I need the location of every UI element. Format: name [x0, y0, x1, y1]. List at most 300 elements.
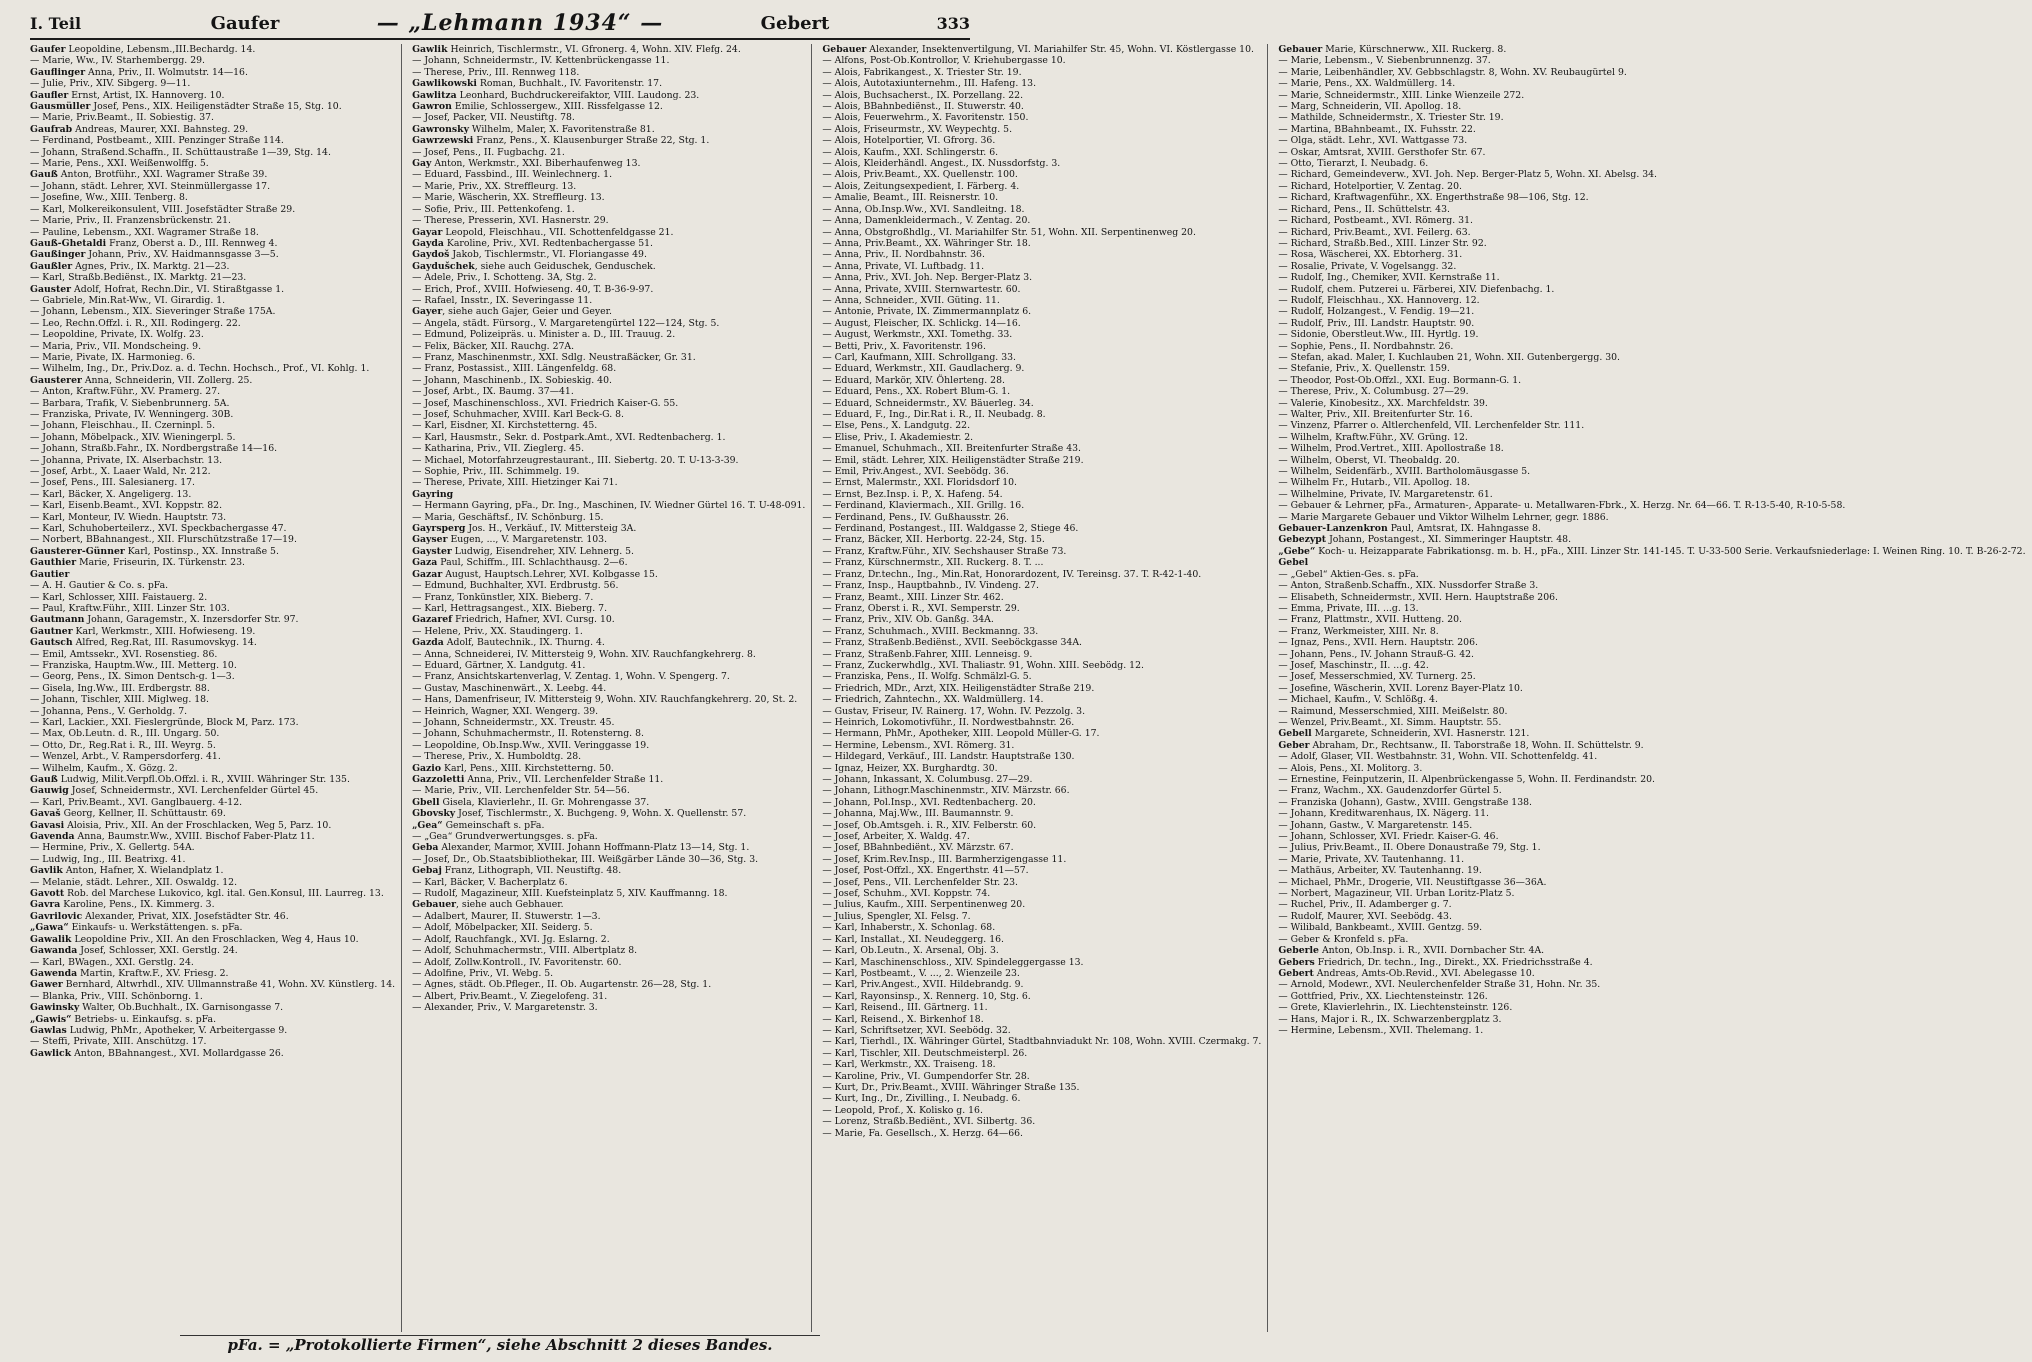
directory-entry: — Wilhelm, Oberst, VI. Theobaldg. 20. [1278, 454, 1460, 466]
directory-entry: — Karl, Tischler, XII. Deutschmeisterpl. 26. [822, 1047, 1028, 1059]
directory-entry: — Franziska (Johann), Gastw., XVIII. Gengstraße 138. [1278, 796, 1532, 808]
entry-surname: Gaußinger [30, 249, 86, 261]
directory-entry: — Richard, Priv.Beamt., XVI. Feilerg. 63. [1278, 226, 1471, 238]
directory-entry: — Wilhelm, Prod.Vertret., XIII. Apollostraße 18. [1278, 443, 1504, 455]
directory-entry: — Anna, Damenkleidermach., V. Zentag. 20. [822, 215, 1031, 227]
directory-entry: — Adolf, Möbelpacker, XII. Seiderg. 5. [412, 922, 593, 934]
directory-entry: — Olga, städt. Lehr., XVI. Wattgasse 73. [1278, 135, 1468, 147]
directory-entry: — Karl, Ob.Leutn., X. Arsenal, Obj. 3. [822, 945, 999, 957]
directory-entry: — Franz, Kürschnermstr., XII. Ruckerg. 8. T. ... [822, 557, 1044, 569]
directory-entry: — Wilhelm, Ing., Dr., Priv.Doz. a. d. Techn. Hochsch., Prof., VI. Kohlg. 1. [30, 363, 370, 375]
directory-entry: — Karl, Hettragsangest., XIX. Bieberg. 7. [412, 602, 608, 614]
entry-surname: Gawalik [30, 933, 72, 945]
directory-entry: — Emil, städt. Lehrer, XIX. Heiligenstädter Straße 219. [822, 454, 1084, 466]
directory-entry: — Oskar, Amtsrat, XVIII. Gersthofer Str. 67. [1278, 146, 1486, 158]
directory-entry: — Marie, Pivate, IX. Harmonieg. 6. [30, 351, 196, 363]
directory-entry: — Johann, Maschinenb., IX. Sobieskig. 40. [412, 374, 612, 386]
page-header [30, 8, 970, 40]
directory-entry: — Marie, Ww., IV. Starhembergg. 29. [30, 55, 205, 67]
directory-entry: — Rosa, Wäscherei, XX. Ebtorherg. 31. [1278, 249, 1463, 261]
directory-entry: — Therese, Presserin, XVI. Hasnerstr. 29. [412, 215, 609, 227]
directory-entry: — Alois, Kaufm., XXI. Schlingerstr. 6. [822, 146, 999, 158]
directory-entry: — Ferdinand, Postbeamt., XIII. Penzinger Straße 114. [30, 135, 284, 147]
directory-entry: — Karl, Schriftsetzer, XVI. Seebödg. 32. [822, 1024, 1011, 1036]
directory-entry: Gebaj Franz, Lithograph, VII. Neustiftg. 48. [412, 865, 622, 877]
directory-entry: Gayser Eugen, ..., V. Margaretenstr. 103. [412, 534, 608, 546]
directory-entry: — Therese, Priv., X. Humboldtg. 28. [412, 751, 582, 763]
directory-entry: Gawronsky Wilhelm, Maler, X. Favoritenstraße 81. [412, 123, 655, 135]
directory-entry: Gayar Leopold, Fleischhau., VII. Schottenfeldgasse 21. [412, 226, 674, 238]
directory-entry: — Therese, Priv., X. Columbusg. 27—29. [1278, 386, 1469, 398]
directory-entry: „Gawa“ Einkaufs- u. Werkstättengen. s. pFa. [30, 922, 243, 934]
directory-entry: — Josef, Pens., III. Salesianerg. 17. [30, 477, 196, 489]
entry-surname: Gauwig [30, 785, 69, 797]
directory-entry: Gauwig Josef, Schneidermstr., XVI. Lerchenfelder Gürtel 45. [30, 785, 319, 797]
directory-entry: — Rudolf, Priv., III. Landstr. Hauptstr. 90. [1278, 317, 1475, 329]
directory-entry: — Johann, Fleischhau., II. Czerninpl. 5. [30, 420, 216, 432]
entry-surname: Gebauer [412, 899, 457, 911]
directory-entry: — Karl, Reisend., X. Birkenhof 18. [822, 1013, 984, 1025]
entry-surname: „Gawa“ [30, 922, 69, 934]
directory-entry: — Richard, Pens., II. Schüttelstr. 43. [1278, 203, 1450, 215]
directory-entry: — Heinrich, Lokomotivführ., II. Nordwestbahnstr. 26. [822, 716, 1075, 728]
entry-surname: Gazio [412, 762, 442, 774]
entry-surname: Gebaj [412, 865, 442, 877]
directory-entry: Gautmann Johann, Garagemstr., X. Inzersdorfer Str. 97. [30, 614, 299, 626]
directory-entry: — Alois, Autotaxiunternehm., III. Hafeng. 13. [822, 78, 1037, 90]
column-2 [412, 44, 812, 1332]
directory-entry: — Johann, Pens., IV. Johann Strauß-G. 42. [1278, 648, 1474, 660]
directory-entry: — Marie, Wäscherin, XX. Streffleurg. 13. [412, 192, 605, 204]
directory-entry: — Sophie, Priv., III. Schimmelg. 19. [412, 466, 580, 478]
directory-entry: — Franziska, Hauptm.Ww., III. Metterg. 10. [30, 659, 237, 671]
directory-entry: — Anna, Obstgroßhdlg., VI. Mariahilfer Str. 51, Wohn. XII. Serpentinenweg 20. [822, 226, 1196, 238]
entry-surname: Gay [412, 158, 432, 170]
directory-entry: — Hermann, PhMr., Apotheker, XIII. Leopold Müller-G. 17. [822, 728, 1100, 740]
directory-entry: — Franz, Zuckerwhdlg., XVI. Thaliastr. 91, Wohn. XIII. Seebödg. 12. [822, 659, 1144, 671]
directory-entry: — Eduard, Gärtner, X. Landgutg. 41. [412, 659, 586, 671]
directory-entry: — Karl, Eisenb.Beamt., XVI. Koppstr. 82. [30, 500, 223, 512]
directory-entry: — Theodor, Post-Ob.Offzl., XXI. Eug. Bormann-G. 1. [1278, 374, 1522, 386]
directory-entry: — Alois, BBahnbediënst., II. Stuwerstr. 40. [822, 101, 1024, 113]
directory-entry: — Karl, Lackier., XXI. Fieslergründe, Block M, Parz. 173. [30, 716, 299, 728]
entry-surname: Gebell [1278, 728, 1312, 740]
directory-entry: — Grete, Klavierlehrin., IX. Liechtensteinstr. 126. [1278, 1002, 1513, 1014]
footer-note: pFa. = „Protokollierte Firmen“, siehe Abschnitt 2 dieses Bandes. [180, 1335, 820, 1358]
directory-entry: — Marie Margarete Gebauer und Viktor Wilhelm Lehrner, gegr. 1886. [1278, 511, 1609, 523]
directory-entry: — Johann, Straßend.Schaffn., II. Schüttaustraße 1—39, Stg. 14. [30, 146, 331, 158]
directory-entry: — Eduard, Fassbind., III. Weinlechnerg. 1. [412, 169, 613, 181]
directory-entry: — Antonie, Private, IX. Zimmermannplatz 6. [822, 306, 1032, 318]
directory-entry: — Karl, Bäcker, V. Bacherplatz 6. [412, 876, 568, 888]
directory-entry: Gauß-Ghetaldi Franz, Oberst a. D., III. Rennweg 4. [30, 237, 278, 249]
directory-entry: — Emil, Priv.Angest., XVI. Seebödg. 36. [822, 466, 1009, 478]
directory-entry: — Karl, Priv.Angest., XVII. Hildebrandg. 9. [822, 979, 1024, 991]
directory-entry: — Wilhelm, Kraftw.Führ., XV. Grüng. 12. [1278, 431, 1468, 443]
directory-entry: — Karl, Eisdner, XI. Kirchstetterng. 45. [412, 420, 598, 432]
directory-entry: — Barbara, Trafik, V. Siebenbrunnerg. 5A. [30, 397, 230, 409]
directory-entry: „Gawis“ Betriebs- u. Einkaufsg. s. pFa. [30, 1013, 217, 1025]
directory-entry: — Geber & Kronfeld s. pFa. [1278, 933, 1409, 945]
directory-entry: — Johanna, Maj.Ww., III. Baumannstr. 9. [822, 808, 1014, 820]
directory-entry: — Michael, Motorfahrzeugrestaurant., III. Siebertg. 20. T. U-13-3-39. [412, 454, 739, 466]
directory-entry: — Marg, Schneiderin, VII. Apollog. 18. [1278, 101, 1462, 113]
directory-entry: — Mathäus, Arbeiter, XV. Tautenhanng. 19. [1278, 865, 1482, 877]
directory-entry: — Karl, Maschinenschloss., XIV. Spindeleggergasse 13. [822, 956, 1084, 968]
directory-entry: Gawenda Martin, Kraftw.F., XV. Friesg. 2. [30, 967, 229, 979]
directory-entry: — Hans, Damenfriseur, IV. Mittersteig 9, Wohn. XIV. Rauchfangkehrerg. 20, St. 2. [412, 694, 798, 706]
directory-entry: — Franz, Wachm., XX. Gaudenzdorfer Gürtel 5. [1278, 785, 1502, 797]
directory-entry: — Franz, Ansichtskartenverlag, V. Zentag. 1, Wohn. V. Spengerg. 7. [412, 671, 730, 683]
entry-surname: Geba [412, 842, 439, 854]
directory-entry: — Ferdinand, Klaviermach., XII. Grillg. 16. [822, 500, 1025, 512]
directory-entry: — Karl, Reisend., III. Gärtnerg. 11. [822, 1002, 988, 1014]
entry-surname: Gaza [412, 557, 438, 569]
directory-entry: — Marie, Pens., XXI. Weißenwolffg. 5. [30, 158, 209, 170]
directory-entry: — Franz, Dr.techn., Ing., Min.Rat, Honorardozent, IV. Tereinsg. 37. T. R-42-1-40. [822, 568, 1202, 580]
entry-surname: Gawlikowski [412, 78, 477, 90]
directory-entry: — Rudolf, Maurer, XVI. Seebödg. 43. [1278, 910, 1452, 922]
directory-entry: — Alois, Buchsacherst., IX. Porzellang. 22. [822, 89, 1024, 101]
directory-entry: Gayer, siehe auch Gajer, Geier und Geyer. [412, 306, 612, 318]
directory-entry: — Raimund, Messerschmied, XIII. Meißelstr. 80. [1278, 705, 1508, 717]
directory-entry: — Johann, Schneidermstr., XX. Treustr. 45. [412, 716, 615, 728]
directory-entry: Gazaref Friedrich, Hafner, XVI. Cursg. 10. [412, 614, 615, 626]
directory-entry: — Franz, Straßenb.Bediënst., XVII. Seeböckgasse 34A. [822, 637, 1083, 649]
directory-entry: — Wenzel, Arbt., V. Rampersdorferg. 41. [30, 751, 221, 763]
directory-entry: — Marie, Schneidermstr., XIII. Linke Wienzeile 272. [1278, 89, 1525, 101]
entry-surname: Gautsch [30, 637, 73, 649]
directory-entry: — Johann, Straßb.Fahr., IX. Nordbergstraße 14—16. [30, 443, 278, 455]
directory-entry: — Josef, Arbt., IX. Baumg. 37—41. [412, 386, 574, 398]
directory-entry: — Gisela, Ing.Ww., III. Erdbergstr. 88. [30, 682, 210, 694]
directory-entry: — Julie, Priv., XIV. Sibgerg. 9—11. [30, 78, 191, 90]
directory-entry: — Ignaz, Heizer, XX. Burghardtg. 30. [822, 762, 998, 774]
directory-entry: Gebauer-Lanzenkron Paul, Amtsrat, IX. Hahngasse 8. [1278, 523, 1541, 535]
directory-entry: Gawer Bernhard, Altwrhdl., XIV. Ullmannstraße 41, Wohn. XV. Künstlerg. 14. [30, 979, 396, 991]
directory-entry: — Wilibald, Bankbeamt., XVIII. Gentzg. 59. [1278, 922, 1483, 934]
directory-entry: — Leo, Rechn.Offzl. i. R., XII. Rodingerg. 22. [30, 317, 241, 329]
directory-entry: Geberle Anton, Ob.Insp. i. R., XVII. Dornbacher Str. 4A. [1278, 945, 1545, 957]
directory-entry: — Franz, Kraftw.Führ., XIV. Sechshauser Straße 73. [822, 545, 1067, 557]
entry-surname: Gaydoš [412, 249, 450, 261]
entry-surname: Gaufer [30, 44, 66, 55]
directory-entry: — Blanka, Priv., VIII. Schönborng. 1. [30, 990, 203, 1002]
entry-surname: Gautmann [30, 614, 85, 626]
directory-entry: — Erich, Prof., XVIII. Hofwieseng. 40, T. B-36-9-97. [412, 283, 654, 295]
directory-entry: — Martina, BBahnbeamt., IX. Fuhsstr. 22. [1278, 123, 1476, 135]
directory-entry: — Eduard, Markör, XIV. Öhlerteng. 28. [822, 374, 1005, 386]
directory-entry: — Josef, Ob.Amtsgeh. i. R., XIV. Felberstr. 60. [822, 819, 1037, 831]
directory-entry: Gazda Adolf, Bautechnik., IX. Thurng. 4. [412, 637, 605, 649]
entry-surname: Gawlick [30, 1047, 72, 1059]
directory-entry: — Steffi, Private, XIII. Anschützg. 17. [30, 1036, 207, 1048]
directory-entry: — Karl, Inhaberstr., X. Schonlag. 68. [822, 922, 996, 934]
directory-entry: Gebauer, siehe auch Gebhauer. [412, 899, 564, 911]
directory-entry: — Ferdinand, Pens., IV. Gußhausstr. 26. [822, 511, 1009, 523]
last-entry-word: Gebert [760, 12, 830, 34]
directory-entry: — Wilhelm, Seidenfärb., XVIII. Bartholomäusgasse 5. [1278, 466, 1531, 478]
entry-surname: Gebert [1278, 967, 1314, 979]
directory-entry: — Josef, Schuhm., XVI. Koppstr. 74. [822, 888, 991, 900]
directory-entry: — Adolfine, Priv., VI. Webg. 5. [412, 967, 554, 979]
entry-surname: Gauflinger [30, 66, 86, 78]
entry-surname: „Gawis“ [30, 1013, 72, 1025]
section-label: I. Teil [30, 13, 82, 33]
directory-entry: — Anna, Schneiderei, IV. Mittersteig 9, Wohn. XIV. Rauchfangkehrerg. 8. [412, 648, 756, 660]
directory-entry: — Rosalie, Private, V. Vogelsangg. 32. [1278, 260, 1457, 272]
directory-entry: — Gustav, Friseur, IV. Rainerg. 17, Wohn. IV. Pezzolg. 3. [822, 705, 1086, 717]
directory-entry: Gaufler Ernst, Artist, IX. Hannoverg. 10. [30, 89, 225, 101]
directory-entry: Gausmüller Josef, Pens., XIX. Heiligenstädter Straße 15, Stg. 10. [30, 101, 342, 113]
directory-entry: — Else, Pens., X. Landgutg. 22. [822, 420, 971, 432]
directory-entry: Gausterer-Günner Karl, Postinsp., XX. Innstraße 5. [30, 545, 279, 557]
directory-entry: Gazzoletti Anna, Priv., VII. Lerchenfelder Straße 11. [412, 774, 664, 785]
directory-entry: — Wenzel, Priv.Beamt., XI. Simm. Hauptstr. 55. [1278, 716, 1502, 728]
entry-surname: Gawinsky [30, 1002, 80, 1014]
directory-entry: — Ernst, Bez.Insp. i. P., X. Hafeng. 54. [822, 488, 1003, 500]
directory-entry: — Leopoldine, Private, IX. Wolfg. 23. [30, 329, 204, 341]
entry-surname: „Gebe“ [1278, 545, 1316, 557]
directory-entry: Gavasi Aloisia, Priv., XII. An der Froschlacken, Weg 5, Parz. 10. [30, 819, 332, 831]
directory-entry: Gaydoš Jakob, Tischlermstr., VI. Floriangasse 49. [412, 249, 647, 261]
directory-entry: — Josef, Packer, VII. Neustiftg. 78. [412, 112, 575, 124]
directory-entry: — Sophie, Pens., II. Nordbahnstr. 26. [1278, 340, 1454, 352]
entry-surname: Gebauer-Lanzenkron [1278, 523, 1388, 535]
directory-entry: — Johann, Schneidermstr., IV. Kettenbrückengasse 11. [412, 55, 670, 67]
directory-entry: — Richard, Hotelportier, V. Zentag. 20. [1278, 180, 1462, 192]
directory-entry: — Angela, städt. Fürsorg., V. Margaretengürtel 122—124, Stg. 5. [412, 317, 720, 329]
directory-entry: — Johann, Schlosser, XVI. Friedr. Kaiser-G. 46. [1278, 831, 1499, 843]
entry-surname: Gayrsperg [412, 523, 466, 535]
entry-surname: Gazar [412, 568, 443, 580]
directory-entry: — Eduard, Werkmstr., XII. Gaudlacherg. 9. [822, 363, 1025, 375]
directory-entry: Gbell Gisela, Klavierlehr., II. Gr. Mohrengasse 37. [412, 796, 650, 808]
entry-surname: Gautier [30, 568, 70, 580]
directory-entry: — Emil, Amtssekr., XVI. Rosenstieg. 86. [30, 648, 218, 660]
directory-entry: — Karl, Postbeamt., V. ..., 2. Wienzeile 23. [822, 967, 1020, 979]
directory-entry: — Josefine, Wäscherin, XVII. Lorenz Bayer-Platz 10. [1278, 682, 1523, 694]
directory-entry: — Karl, Schuhoberteilerz., XVI. Speckbachergasse 47. [30, 523, 287, 535]
directory-entry: Gauster Adolf, Hofrat, Rechn.Dir., VI. Stiraßtgasse 1. [30, 283, 285, 295]
directory-entry: Gebert Andreas, Amts-Ob.Revid., XVI. Abelegasse 10. [1278, 967, 1535, 979]
directory-entry: — Johann, Lithogr.Maschinenmstr., XIV. Märzstr. 66. [822, 785, 1070, 797]
directory-entry: — Marie, Priv., XX. Streffleurg. 13. [412, 180, 577, 192]
directory-entry: — Adolf, Rauchfangk., XVI. Jg. Eslarng. 2. [412, 933, 610, 945]
directory-entry: — Albert, Priv.Beamt., V. Ziegelofeng. 31. [412, 990, 608, 1002]
entry-surname: Gausterer-Günner [30, 545, 125, 557]
entry-surname: Gawlitza [412, 89, 457, 101]
entry-surname: Gayring [412, 488, 454, 500]
directory-entry: — Betti, Priv., X. Favoritenstr. 196. [822, 340, 986, 352]
directory-entry: — Adolf, Zollw.Kontroll., IV. Favoritenstr. 60. [412, 956, 622, 968]
directory-entry: — Stefanie, Priv., X. Quellenstr. 159. [1278, 363, 1450, 375]
directory-entry: — Alois, Friseurmstr., XV. Weypechtg. 5. [822, 123, 1013, 135]
directory-entry: Gazar August, Hauptsch.Lehrer, XVI. Kolbgasse 15. [412, 568, 658, 580]
directory-entry: — Pauline, Lebensm., XXI. Wagramer Straße 18. [30, 226, 259, 238]
directory-entry [1278, 557, 2025, 568]
directory-entry: — Kurt, Dr., Priv.Beamt., XVIII. Währinger Straße 135. [822, 1081, 1080, 1093]
directory-entry: — Franziska, Private, IV. Wenningerg. 30B. [30, 409, 234, 420]
directory-entry: Geba Alexander, Marmor, XVIII. Johann Hoffmann-Platz 13—14, Stg. 1. [412, 842, 750, 854]
entry-surname: Gaußler [30, 260, 73, 272]
directory-entry: — Eduard, Pens., XX. Robert Blum-G. 1. [822, 386, 1011, 398]
directory-entry: — Hermine, Lebensm., XVII. Thelemang. 1. [1278, 1024, 1484, 1036]
entry-surname: Gaydušchek [412, 260, 475, 272]
directory-entry: — Marie, Priv., II. Franzensbrückenstr. 21. [30, 215, 232, 227]
directory-entry: — Josef, Arbeiter, X. Waldg. 47. [822, 831, 970, 843]
entry-surname: Gausterer [30, 374, 82, 386]
entry-surname: Gavlik [30, 865, 63, 877]
directory-entry: — Josef, Krim.Rev.Insp., III. Barmherzigengasse 11. [822, 853, 1067, 865]
directory-entry: — Alois, Fabrikangest., X. Triester Str. 19. [822, 66, 1022, 78]
entry-surname: Gawanda [30, 945, 78, 957]
directory-entry: „Gebe“ Koch- u. Heizapparate Fabrikationsg. m. b. H., pFa., XIII. Linzer Str. 141-145. T. U-33-500 Serie. Verkaufsniederlage: I. Weinen Ring. 10. T. B-26-2-72. [1278, 545, 2026, 557]
directory-columns [30, 44, 2026, 1332]
directory-entry: — Sidonie, Oberstleut.Ww., III. Hyrtlg. 19. [1278, 329, 1479, 341]
directory-entry: — Ferdinand, Postangest., III. Waldgasse 2, Stiege 46. [822, 523, 1079, 535]
directory-entry: — Gottfried, Priv., XX. Liechtensteinstr. 126. [1278, 990, 1488, 1002]
entry-surname: Gazaref [412, 614, 453, 626]
directory-entry: — Hans, Major i. R., IX. Schwarzenbergplatz 3. [1278, 1013, 1502, 1025]
directory-entry: Gauß Ludwig, Milit.Verpfl.Ob.Offzl. i. R., XVIII. Währinger Str. 135. [30, 774, 350, 785]
directory-entry: — Emanuel, Schuhmach., XII. Breitenfurter Straße 43. [822, 443, 1081, 455]
directory-entry: — Paul, Kraftw.Führ., XIII. Linzer Str. 103. [30, 602, 230, 614]
directory-entry: — Johanna, Private, IX. Alserbachstr. 13. [30, 454, 223, 466]
directory-entry: Gebezypt Johann, Postangest., XI. Simmeringer Hauptstr. 48. [1278, 534, 1572, 546]
entry-surname: Gawer [30, 979, 63, 991]
directory-entry: Gawinsky Walter, Ob.Buchhalt., IX. Garnisongasse 7. [30, 1002, 284, 1014]
directory-entry: — Adolf, Glaser, VII. Westbahnstr. 31, Wohn. VII. Schottenfeldg. 41. [1278, 751, 1598, 763]
directory-entry: — Wilhelm Fr., Hutarb., VII. Apollog. 18. [1278, 477, 1470, 489]
directory-entry: „Gea“ Gemeinschaft s. pFa. [412, 819, 545, 831]
directory-entry: — Alois, Hotelportier, VI. Gfrorg. 36. [822, 135, 996, 147]
entry-surname: Geberle [1278, 945, 1319, 957]
entry-surname: Gauthier [30, 557, 77, 569]
directory-entry: — Karl, Tierhdl., IX. Währinger Gürtel, Stadtbahnviadukt Nr. 108, Wohn. XVIII. Czermakg. 7. [822, 1036, 1262, 1048]
directory-entry: — Hermine, Priv., X. Gellertg. 54A. [30, 842, 195, 854]
directory-entry: — Sofie, Priv., III. Pettenkofeng. 1. [412, 203, 575, 215]
entry-surname: Gawlas [30, 1024, 67, 1036]
directory-entry: — Josef, Dr., Ob.Staatsbibliothekar, III. Weißgärber Lände 30—36, Stg. 3. [412, 853, 759, 865]
directory-entry: — Gebauer & Lehrner, pFa., Armaturen-, Apparate- u. Metallwaren-Fbrk., X. Herzg. Nr. 64—66. T. R-13-5-40, R-10-5-58. [1278, 500, 1846, 512]
entry-surname: Gawrzewski [412, 135, 474, 147]
directory-entry: — Kurt, Ing., Dr., Zivilling., I. Neubadg. 6. [822, 1093, 1021, 1105]
directory-entry: — Josef, BBahnbediënt., XV. Märzstr. 67. [822, 842, 1014, 854]
directory-entry: — Hermine, Lebensm., XVI. Römerg. 31. [822, 739, 1015, 751]
entry-surname: Gaufler [30, 89, 69, 101]
entry-surname: Gavrilovic [30, 910, 83, 922]
directory-entry: — Norbert, Magazineur, VII. Urban Loritz-Platz 5. [1278, 888, 1515, 900]
directory-entry: — Marie, Priv.Beamt., II. Sobiestig. 37. [30, 112, 214, 124]
directory-entry: — Anna, Private, XVIII. Sternwartestr. 60. [822, 283, 1021, 295]
directory-entry: — Anna, Priv., XVI. Joh. Nep. Berger-Platz 3. [822, 272, 1033, 284]
directory-entry: — Anna, Ob.Insp.Ww., XVI. Sandleitng. 18. [822, 203, 1025, 215]
directory-entry: Gayrsperg Jos. H., Verkäuf., IV. Mittersteig 3A. [412, 523, 637, 535]
entry-surname: Gbovsky [412, 808, 456, 820]
entry-surname: Gavenda [30, 831, 75, 843]
directory-entry: — Franz, Postassist., XIII. Längenfeldg. 68. [412, 363, 617, 375]
directory-entry: Gautner Karl, Werkmstr., XIII. Hofwieseng. 19. [30, 625, 256, 637]
directory-entry: Gawlas Ludwig, PhMr., Apotheker, V. Arbeitergasse 9. [30, 1024, 288, 1036]
first-entry-word: Gaufer [210, 12, 280, 34]
directory-entry: Gawlik Heinrich, Tischlermstr., VI. Gfronerg. 4, Wohn. XIV. Flefg. 24. [412, 44, 741, 55]
directory-entry: — Johanna, Pens., V. Gerholdg. 7. [30, 705, 188, 717]
directory-entry: — Johann, Schuhmachermstr., II. Rotensterng. 8. [412, 728, 644, 740]
directory-entry: — Franz, Priv., XIV. Ob. Ganßg. 34A. [822, 614, 994, 626]
directory-entry: — Alois, Feuerwehrm., X. Favoritenstr. 150. [822, 112, 1029, 124]
directory-entry: — Franziska, Pens., II. Wolfg. Schmälzl-G. 5. [822, 671, 1032, 683]
directory-entry: — Carl, Kaufmann, XIII. Schrollgang. 33. [822, 351, 1016, 363]
directory-entry: Gbovsky Josef, Tischlermstr., X. Buchgeng. 9, Wohn. X. Quellenstr. 57. [412, 808, 747, 820]
directory-entry: Gayda Karoline, Priv., XVI. Redtenbachergasse 51. [412, 237, 653, 249]
directory-entry: — „Gea“ Grundverwertungsges. s. pFa. [412, 831, 598, 843]
directory-entry: — Norbert, BBahnangest., XII. Flurschützstraße 17—19. [30, 534, 297, 546]
directory-entry: — Franz, Bäcker, XII. Herbortg. 22-24, Stg. 15. [822, 534, 1045, 546]
directory-entry [30, 569, 395, 580]
directory-entry: — Karoline, Priv., VI. Gumpendorfer Str. 28. [822, 1070, 1030, 1082]
directory-entry: — Anna, Private, VI. Luftbadg. 11. [822, 260, 985, 272]
directory-entry: — Josef, Pens., VII. Lerchenfelder Str. 23. [822, 876, 1018, 888]
directory-entry: — Adalbert, Maurer, II. Stuwerstr. 1—3. [412, 910, 601, 922]
directory-entry: Gaydušchek, siehe auch Geiduschek, Genduschek. [412, 260, 656, 272]
entry-surname: „Gea“ [412, 819, 443, 831]
directory-entry: — Julius, Priv.Beamt., II. Obere Donaustraße 79, Stg. 1. [1278, 842, 1541, 854]
entry-surname: Gebauer [822, 44, 867, 55]
directory-entry: — Hildegard, Verkäuf., III. Landstr. Hauptstraße 130. [822, 751, 1075, 763]
directory-entry: — Rudolf, Magazineur, XIII. Kuefsteinplatz 5, XIV. Kauffmanng. 18. [412, 888, 728, 900]
entry-surname: Gauß [30, 169, 58, 181]
directory-entry: Gebell Margarete, Schneiderin, XVI. Hasnerstr. 121. [1278, 728, 1530, 740]
directory-entry: — Johann, Lebensm., XIX. Sieveringer Straße 175A. [30, 306, 276, 318]
entry-surname: Gauster [30, 283, 72, 295]
directory-entry: — Alois, Kleiderhändl. Angest., IX. Nussdorfstg. 3. [822, 158, 1061, 170]
entry-surname: Gayar [412, 226, 443, 238]
directory-entry: — Josef, Pens., II. Fugbachg. 21. [412, 146, 565, 158]
directory-entry: — Franz, Werkmeister, XIII. Nr. 8. [1278, 625, 1439, 637]
directory-entry: — Franz, Oberst i. R., XVI. Semperstr. 29. [822, 602, 1020, 614]
directory-entry: — Elise, Priv., I. Akademiestr. 2. [822, 431, 974, 443]
column-1 [30, 44, 402, 1332]
directory-entry: — Julius, Kaufm., XIII. Serpentinenweg 20. [822, 899, 1026, 911]
directory-entry: — Rafael, Insstr., IX. Severingasse 11. [412, 294, 593, 306]
directory-entry: — Edmund, Polizeipräs. u. Minister a. D., III. Trauug. 2. [412, 329, 676, 341]
directory-entry: — Amalie, Beamt., III. Reisnerstr. 10. [822, 192, 999, 204]
directory-entry: — Richard, Kraftwagenführ., XX. Engerthstraße 98—106, Stg. 12. [1278, 192, 1589, 204]
directory-entry: — Richard, Straßb.Bed., XIII. Linzer Str. 92. [1278, 237, 1487, 249]
directory-entry: — Valerie, Kinobesitz., XX. Marchfeldstr. 39. [1278, 397, 1488, 409]
directory-entry: — Therese, Private, XIII. Hietzinger Kai 71. [412, 477, 618, 489]
directory-entry: — Johann, Tischler, XIII. Miglweg. 18. [30, 694, 210, 706]
entry-surname: Gayster [412, 545, 452, 557]
directory-entry: — Elisabeth, Schneidermstr., XVII. Hern. Hauptstraße 206. [1278, 591, 1559, 603]
entry-surname: Gebezypt [1278, 534, 1327, 546]
entry-surname: Gauß-Ghetaldi [30, 237, 107, 249]
entry-surname: Gawronsky [412, 123, 469, 135]
directory-entry: — August, Fleischer, IX. Schlickg. 14—16. [822, 317, 1021, 329]
directory-entry: Gebers Friedrich, Dr. techn., Ing., Direkt., XX. Friedrichsstraße 4. [1278, 956, 1593, 968]
directory-entry: — Josef, Messerschmied, XV. Turnerg. 25. [1278, 671, 1476, 683]
directory-entry: — Rudolf, Fleischhau., XX. Hannoverg. 12. [1278, 294, 1480, 306]
directory-entry: — Karl, Rayonsinsp., X. Rennerg. 10, Stg. 6. [822, 990, 1031, 1002]
directory-entry: — Leopold, Prof., X. Kolisko g. 16. [822, 1104, 983, 1116]
directory-entry: — Eduard, F., Ing., Dir.Rat i. R., II. Neubadg. 8. [822, 409, 1046, 420]
directory-entry: — Anton, Straßenb.Schaffn., XIX. Nussdorfer Straße 3. [1278, 580, 1539, 592]
directory-entry: — Karl, Priv.Beamt., XVI. Ganglbauerg. 4-12. [30, 796, 243, 808]
directory-entry: — Anton, Kraftw.Führ., XV. Pramerg. 27. [30, 386, 221, 398]
directory-entry: — Karl, Bäcker, X. Angeligerg. 13. [30, 488, 192, 500]
directory-entry: Gawlikowski Roman, Buchhalt., IV. Favoritenstr. 17. [412, 78, 663, 90]
